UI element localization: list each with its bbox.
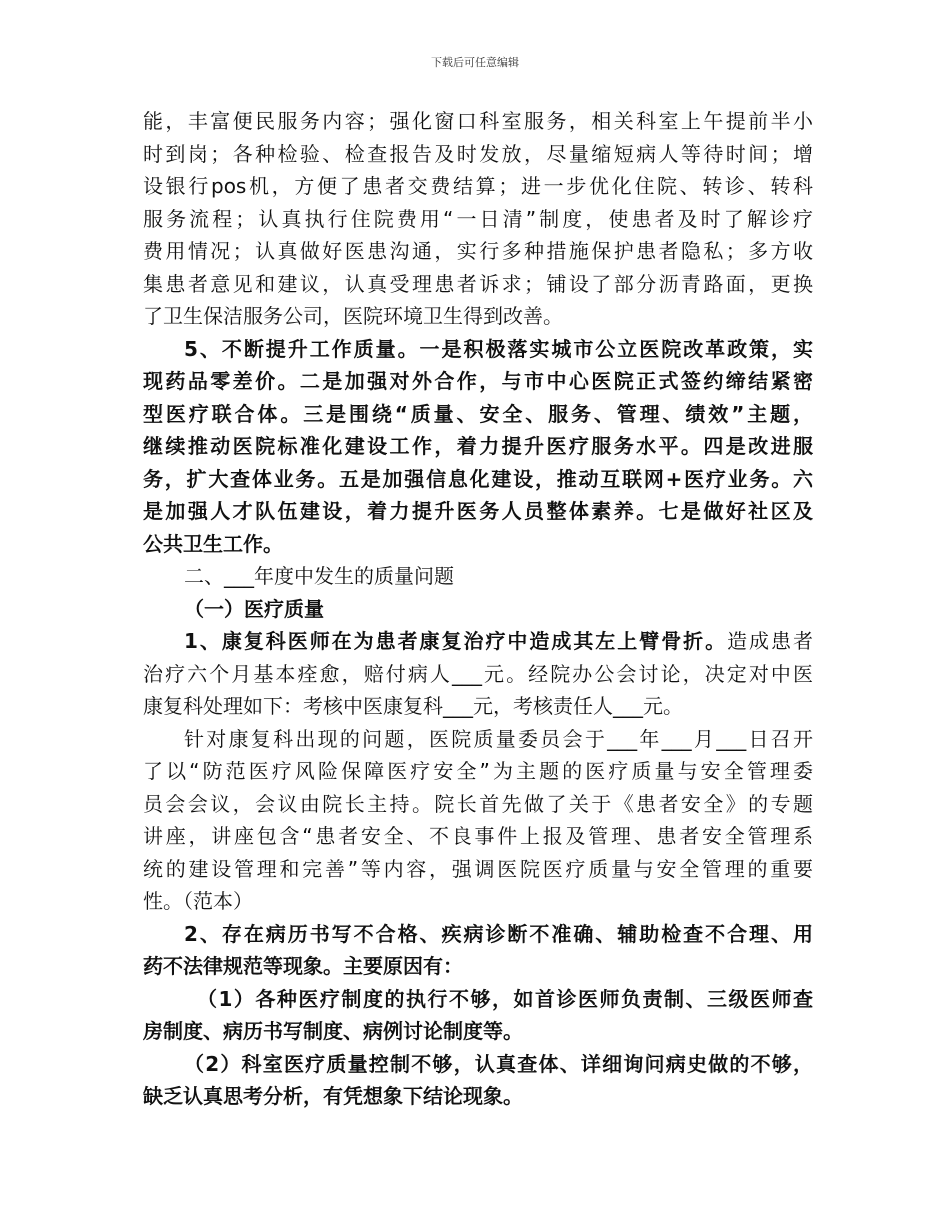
- text-line: 现药品零差价。二是加强对外合作，与市中心医院正式签约缔结紧密: [143, 369, 813, 393]
- text-line: 员会会议，会议由院长主持。院长首先做了关于《患者安全》的专题: [143, 791, 813, 816]
- text-line: 是加强人才队伍建设，着力提升医务人员整体素养。七是做好社区及: [143, 499, 813, 523]
- text-line: （2）科室医疗质量控制不够，认真查体、详细询问病史做的不够，: [184, 1051, 813, 1076]
- text-line: 设银行pos机，方便了患者交费结算；进一步优化住院、转诊、转科: [143, 174, 813, 198]
- text-line: 务，扩大查体业务。五是加强信息化建设，推动互联网+医疗业务。六: [143, 466, 813, 491]
- text-line: 了以“防范医疗风险保障医疗安全”为主题的医疗质量与安全管理委: [143, 759, 813, 783]
- text-line: 讲座，讲座包含“患者安全、不良事件上报及管理、患者安全管理系: [143, 824, 813, 848]
- bold-lead: 1、康复科医师在为患者康复治疗中造成其左上臂骨折。: [184, 629, 728, 653]
- text-line: 型医疗联合体。三是围绕“质量、安全、服务、管理、绩效”主题，: [143, 401, 813, 426]
- text-line: （1）各种医疗制度的执行不够，如首诊医师负责制、三级医师查: [197, 986, 813, 1011]
- text-line: 2、存在病历书写不合格、疾病诊断不准确、辅助检查不合理、用: [184, 921, 813, 946]
- text-line: 继续推动医院标准化建设工作，着力提升医疗服务水平。四是改进服: [143, 434, 813, 458]
- text-line: 公共卫生工作。: [143, 531, 283, 556]
- text-line: 房制度、病历书写制度、病例讨论制度等。: [143, 1019, 523, 1043]
- document-body: [143, 105, 813, 1113]
- text-line: 缺乏认真思考分析，有凭想象下结论现象。: [143, 1084, 523, 1108]
- text-line: 5、不断提升工作质量。一是积极落实城市公立医院改革政策，实: [184, 336, 813, 361]
- text-line: 集患者意见和建议，认真受理患者诉求；铺设了部分沥青路面，更换: [143, 271, 813, 296]
- text-line: 药不法律规范等现象。主要原因有：: [143, 954, 463, 978]
- page-header: 下载后可任意编辑: [431, 56, 519, 69]
- text-line: 能，丰富便民服务内容；强化窗口科室服务，相关科室上午提前半小: [143, 109, 813, 133]
- text-line: 治疗六个月基本痊愈，赔付病人___元。经院办公会讨论，决定对中医: [143, 661, 813, 686]
- text-line: （一）医疗质量: [184, 596, 324, 621]
- text-line: 费用情况；认真做好医患沟通，实行多种措施保护患者隐私；多方收: [143, 239, 813, 263]
- text-line: 康复科处理如下：考核中医康复科___元，考核责任人___元。: [143, 694, 683, 718]
- text-line: 性。（范本）: [143, 889, 253, 913]
- text-line: 服务流程；认真执行住院费用“一日清”制度，使患者及时了解诊疗: [143, 206, 813, 231]
- line-rest: 造成患者: [727, 629, 813, 653]
- text-line: 时到岗；各种检验、检查报告及时发放，尽量缩短病人等待时间；增: [143, 141, 813, 166]
- text-line: 了卫生保洁服务公司，医院环境卫生得到改善。: [143, 304, 563, 328]
- text-line: 统的建设管理和完善”等内容，强调医院医疗质量与安全管理的重要: [143, 856, 813, 881]
- text-line: 针对康复科出现的问题，医院质量委员会于___年___月___日召开: [184, 726, 813, 751]
- text-line: [143, 625, 813, 658]
- text-line: 二、___年度中发生的质量问题: [184, 564, 454, 588]
